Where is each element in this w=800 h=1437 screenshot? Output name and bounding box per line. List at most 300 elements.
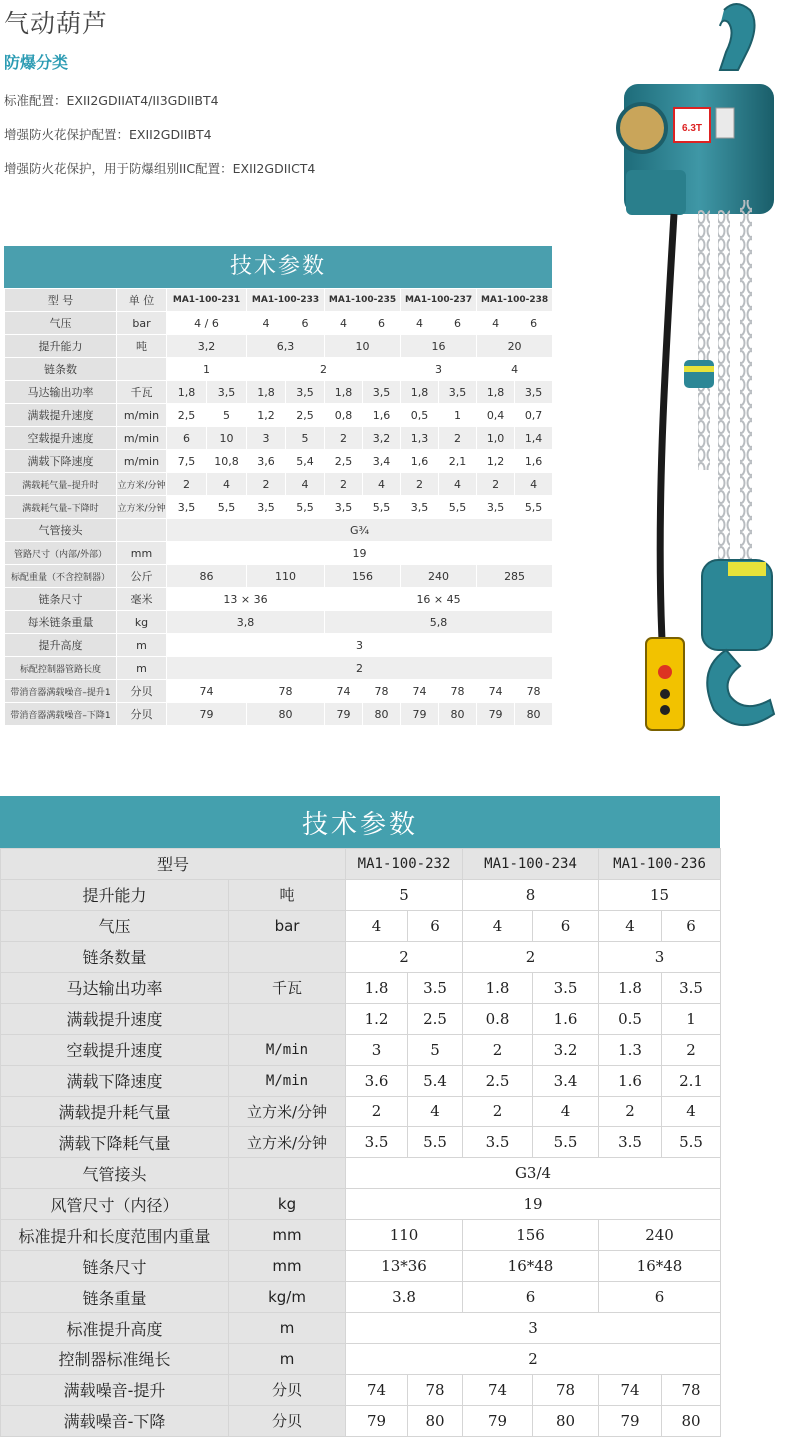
table-row [1,941,721,972]
value-cell: 2 [346,941,463,972]
row-label: 满载噪音-提升 [1,1374,229,1405]
value-cell: 2 [662,1034,721,1065]
value-cell: 16*48 [599,1251,721,1282]
table-row [1,849,721,880]
value-cell: 10 [325,335,401,358]
unit-cell: m [229,1313,346,1344]
value-cell: 3,8 [167,611,325,634]
value-cell: 3 [401,358,477,381]
value-cell: 2,5 [167,404,207,427]
row-label: 满载提升耗气量 [1,1096,229,1127]
value-cell: 1.8 [599,972,662,1003]
unit-cell [117,519,167,542]
value-cell: 1,8 [325,381,363,404]
value-cell: 74 [167,680,247,703]
value-cell: 3 [167,634,553,657]
model-cell: MA1-100-235 [325,289,401,312]
table-row [1,1158,721,1189]
row-label: 带消音器满载噪音–下降1 [5,703,117,726]
value-cell: 78 [363,680,401,703]
value-cell: 2,1 [439,450,477,473]
table-row [5,542,553,565]
unit-cell: 立方米/分钟 [117,496,167,519]
value-cell: 3,5 [286,381,325,404]
value-cell: 5,5 [439,496,477,519]
value-cell: 3.6 [346,1065,408,1096]
value-cell: 156 [325,565,401,588]
value-cell: 4 [599,910,662,941]
hoist-product-image [596,0,800,740]
value-cell: 6 [662,910,721,941]
value-cell: 16 [401,335,477,358]
value-cell: 5.5 [662,1127,721,1158]
model-cell: MA1-100-236 [599,849,721,880]
value-cell: 78 [515,680,553,703]
value-cell: 7,5 [167,450,207,473]
value-cell: 3.8 [346,1282,463,1313]
value-cell: 6 [439,312,477,335]
row-label: 马达输出功率 [1,972,229,1003]
table-row [5,611,553,634]
value-cell: 10,8 [207,450,247,473]
value-cell: 74 [325,680,363,703]
value-cell: 2 [439,427,477,450]
value-cell: 5 [408,1034,463,1065]
value-cell: 3,5 [167,496,207,519]
value-cell: 110 [247,565,325,588]
row-label: 满载下降速度 [5,450,117,473]
table2-title: 技术参数 [0,796,720,848]
table-row [5,450,553,473]
value-cell: 80 [408,1405,463,1436]
value-cell: 19 [167,542,553,565]
model-cell: MA1-100-233 [247,289,325,312]
table-row [1,1405,721,1436]
value-cell: 15 [599,879,721,910]
value-cell: 5,8 [325,611,553,634]
value-cell: 1,8 [247,381,286,404]
value-cell: 2.5 [408,1003,463,1034]
value-cell: 2 [167,473,207,496]
row-label: 链条数 [5,358,117,381]
value-cell: 1,2 [477,450,515,473]
unit-cell: M/min [229,1065,346,1096]
table-row [1,1282,721,1313]
spec-line-iic: 增强防火花保护，用于防爆组别IIC配置：EXII2GDIICT4 [4,161,316,176]
value-cell: 1.6 [599,1065,662,1096]
row-label: 满载噪音-下降 [1,1405,229,1436]
value-cell: 78 [408,1374,463,1405]
value-cell: 3,5 [439,381,477,404]
table-row [5,473,553,496]
row-label: 提升能力 [1,879,229,910]
row-label: 马达输出功率 [5,381,117,404]
value-cell: 3.5 [599,1127,662,1158]
model-cell: MA1-100-232 [346,849,463,880]
value-cell: 3 [247,427,286,450]
table-row [5,565,553,588]
value-cell: 80 [533,1405,599,1436]
row-label: 空载提升速度 [1,1034,229,1065]
table-row [5,312,553,335]
row-label: 气管接头 [5,519,117,542]
value-cell: 1.2 [346,1003,408,1034]
table-row [1,1344,721,1375]
value-cell: 2 [346,1344,721,1375]
value-cell: 3,5 [325,496,363,519]
row-label: 满载提升速度 [1,1003,229,1034]
value-cell: 4 [286,473,325,496]
unit-cell [229,1003,346,1034]
value-cell: 3,5 [515,381,553,404]
value-cell: 79 [346,1405,408,1436]
value-cell: 2,5 [325,450,363,473]
value-cell: 5,5 [207,496,247,519]
emergency-stop-icon [658,665,672,679]
table-row [5,588,553,611]
value-cell: 6 [286,312,325,335]
value-cell: 1,4 [515,427,553,450]
value-cell: 8 [463,879,599,910]
unit-cell: M/min [229,1034,346,1065]
value-cell: 74 [463,1374,533,1405]
value-cell: 79 [401,703,439,726]
value-cell: 3,5 [401,496,439,519]
value-cell: 2,5 [286,404,325,427]
value-cell: 1,8 [401,381,439,404]
value-cell: 1 [439,404,477,427]
value-cell: 3.5 [662,972,721,1003]
value-cell: 4 / 6 [167,312,247,335]
value-cell: 2 [477,473,515,496]
value-cell: 1,2 [247,404,286,427]
value-cell: 86 [167,565,247,588]
value-cell: 4 [463,910,533,941]
value-cell: 1.3 [599,1034,662,1065]
row-label: 链条尺寸 [5,588,117,611]
unit-cell: 吨 [229,879,346,910]
value-cell: 1,6 [401,450,439,473]
table1-title: 技术参数 [4,246,552,288]
value-cell: 79 [463,1405,533,1436]
table-row [1,972,721,1003]
unit-cell: 立方米/分钟 [229,1127,346,1158]
value-cell: 4 [662,1096,721,1127]
value-cell: 1.8 [346,972,408,1003]
value-cell: 80 [363,703,401,726]
unit-cell: kg [229,1189,346,1220]
value-cell: 3.2 [533,1034,599,1065]
unit-cell: mm [117,542,167,565]
value-cell: 3.5 [408,972,463,1003]
spec-table-1 [4,288,553,726]
unit-cell: m [117,634,167,657]
value-cell: 2 [463,1096,533,1127]
unit-cell [117,358,167,381]
value-cell: 3,6 [247,450,286,473]
value-cell: 1,0 [477,427,515,450]
value-cell: 80 [247,703,325,726]
value-cell: 2 [346,1096,408,1127]
value-cell: 5.5 [533,1127,599,1158]
unit-cell: m/min [117,450,167,473]
value-cell: 3 [599,941,721,972]
value-cell: 0.5 [599,1003,662,1034]
row-label: 带消音器满载噪音–提升1 [5,680,117,703]
value-cell: 0,5 [401,404,439,427]
value-cell: 80 [439,703,477,726]
unit-cell: 分贝 [117,703,167,726]
value-cell: 1,3 [401,427,439,450]
table-row [5,381,553,404]
value-cell: 4 [207,473,247,496]
row-label: 满载耗气量–提升时 [5,473,117,496]
value-cell: 6 [167,427,207,450]
model-cell: MA1-100-238 [477,289,553,312]
table-row [5,335,553,358]
motor-cap-icon [618,104,666,152]
row-label: 气压 [1,910,229,941]
row-label: 气压 [5,312,117,335]
row-label: 标准提升和长度范围内重量 [1,1220,229,1251]
capacity-label: 6.3T [681,123,703,134]
value-cell: 1 [662,1003,721,1034]
value-cell: 6 [599,1282,721,1313]
value-cell: 5.4 [408,1065,463,1096]
value-cell: 3,4 [363,450,401,473]
value-cell: 16*48 [463,1251,599,1282]
unit-cell: 分贝 [229,1374,346,1405]
value-cell: 74 [346,1374,408,1405]
unit-cell: m [117,657,167,680]
value-cell: 4 [477,358,553,381]
value-cell: 79 [599,1405,662,1436]
unit-cell: mm [229,1251,346,1282]
value-cell: 0,4 [477,404,515,427]
table-row [1,1313,721,1344]
value-cell: 3.5 [346,1127,408,1158]
table-row [1,1034,721,1065]
header-model-label: 型 号 [5,289,117,312]
table-row [5,657,553,680]
value-cell: 5,5 [363,496,401,519]
table-row [1,1127,721,1158]
unit-cell: mm [229,1220,346,1251]
unit-cell: kg [117,611,167,634]
value-cell: 2.1 [662,1065,721,1096]
row-label: 风管尺寸（内径） [1,1189,229,1220]
value-cell: 6 [363,312,401,335]
row-label: 满载下降耗气量 [1,1127,229,1158]
value-cell: 4 [325,312,363,335]
row-label: 链条重量 [1,1282,229,1313]
table-row [1,1096,721,1127]
unit-cell: bar [117,312,167,335]
value-cell: 78 [533,1374,599,1405]
spec-table-2 [0,848,721,1437]
value-cell: 240 [599,1220,721,1251]
row-label: 控制器标准绳长 [1,1344,229,1375]
value-cell: 3 [346,1313,721,1344]
value-cell: 1.6 [533,1003,599,1034]
unit-cell: 毫米 [117,588,167,611]
unit-cell: m [229,1344,346,1375]
value-cell: 240 [401,565,477,588]
unit-cell: 千瓦 [117,381,167,404]
value-cell: 4 [439,473,477,496]
spec-line-standard: 标准配置：EXII2GDIIAT4/II3GDIIBT4 [4,93,219,108]
table-row [5,358,553,381]
header-unit-label: 单 位 [117,289,167,312]
value-cell: 4 [401,312,439,335]
table-row [1,1374,721,1405]
value-cell: 2.5 [463,1065,533,1096]
value-cell: 6,3 [247,335,325,358]
model-cell: MA1-100-234 [463,849,599,880]
row-label: 标配重量（不含控制器） [5,565,117,588]
value-cell: 5 [286,427,325,450]
value-cell: 3,5 [363,381,401,404]
unit-cell [229,1158,346,1189]
value-cell: 78 [439,680,477,703]
top-hook-icon [720,4,755,70]
table-row [5,703,553,726]
model-cell: MA1-100-231 [167,289,247,312]
unit-cell: bar [229,910,346,941]
unit-cell: 公斤 [117,565,167,588]
value-cell: 2 [401,473,439,496]
table-row [1,910,721,941]
table-row [1,1220,721,1251]
value-cell: 80 [662,1405,721,1436]
table-row [5,427,553,450]
value-cell: 4 [533,1096,599,1127]
value-cell: 3 [346,1034,408,1065]
value-cell: 2 [463,941,599,972]
value-cell: 10 [207,427,247,450]
row-label: 满载耗气量–下降时 [5,496,117,519]
value-cell: 5 [207,404,247,427]
table-row [5,496,553,519]
value-cell: 5,4 [286,450,325,473]
model-cell: MA1-100-237 [401,289,477,312]
row-label: 标配控制器管路长度 [5,657,117,680]
value-cell: 74 [599,1374,662,1405]
value-cell: 0.8 [463,1003,533,1034]
table-row [1,879,721,910]
row-label: 满载下降速度 [1,1065,229,1096]
value-cell: 13 × 36 [167,588,325,611]
value-cell: 2 [167,657,553,680]
value-cell: 5,5 [515,496,553,519]
value-cell: 3,5 [247,496,286,519]
table-row [1,1251,721,1282]
value-cell: 79 [325,703,363,726]
row-label: 链条数量 [1,941,229,972]
row-label: 标准提升高度 [1,1313,229,1344]
page-title: 气动葫芦 [4,9,109,38]
unit-cell: 分贝 [117,680,167,703]
value-cell: 6 [533,910,599,941]
value-cell: 1.8 [463,972,533,1003]
row-label: 满载提升速度 [5,404,117,427]
row-label: 链条尺寸 [1,1251,229,1282]
unit-cell: 分贝 [229,1405,346,1436]
unit-cell: 吨 [117,335,167,358]
header-model-label: 型号 [1,849,346,880]
unit-cell: m/min [117,427,167,450]
value-cell: 2 [247,473,286,496]
value-cell: 4 [408,1096,463,1127]
value-cell: G3/4 [346,1158,721,1189]
value-cell: 13*36 [346,1251,463,1282]
row-label: 提升高度 [5,634,117,657]
bottom-hook-icon [707,650,774,725]
row-label: 管路尺寸（内部/外部） [5,542,117,565]
value-cell: 5.5 [408,1127,463,1158]
value-cell: 4 [363,473,401,496]
value-cell: 1,8 [167,381,207,404]
value-cell: 156 [463,1220,599,1251]
value-cell: 74 [401,680,439,703]
value-cell: 1 [167,358,247,381]
value-cell: 79 [477,703,515,726]
value-cell: 5 [346,879,463,910]
table-row [1,1189,721,1220]
spec-line-enhanced: 增强防火花保护配置：EXII2GDIIBT4 [4,127,212,142]
value-cell: 3.5 [533,972,599,1003]
value-cell: 1,8 [477,381,515,404]
unit-cell: 立方米/分钟 [229,1096,346,1127]
value-cell: 3.5 [463,1127,533,1158]
control-pendant [646,638,684,730]
value-cell: 110 [346,1220,463,1251]
table-row [1,1065,721,1096]
unit-cell: 立方米/分钟 [117,473,167,496]
value-cell: 2 [325,473,363,496]
unit-cell: 千瓦 [229,972,346,1003]
value-cell: 3,2 [167,335,247,358]
value-cell: 0,8 [325,404,363,427]
value-cell: 4 [477,312,515,335]
row-label: 气管接头 [1,1158,229,1189]
value-cell: 2 [247,358,401,381]
value-cell: 2 [599,1096,662,1127]
unit-cell: kg/m [229,1282,346,1313]
value-cell: 1,6 [363,404,401,427]
row-label: 每米链条重量 [5,611,117,634]
value-cell: 3,5 [477,496,515,519]
unit-cell: m/min [117,404,167,427]
value-cell: 4 [346,910,408,941]
value-cell: 19 [346,1189,721,1220]
value-cell: 1,6 [515,450,553,473]
row-label: 空载提升速度 [5,427,117,450]
value-cell: 4 [515,473,553,496]
table-row [5,404,553,427]
value-cell: 79 [167,703,247,726]
value-cell: 74 [477,680,515,703]
value-cell: 0,7 [515,404,553,427]
value-cell: 5,5 [286,496,325,519]
table-row [1,1003,721,1034]
table-row [5,519,553,542]
value-cell: 6 [408,910,463,941]
value-cell: 4 [247,312,286,335]
value-cell: 78 [247,680,325,703]
value-cell: 285 [477,565,553,588]
value-cell: 2 [325,427,363,450]
